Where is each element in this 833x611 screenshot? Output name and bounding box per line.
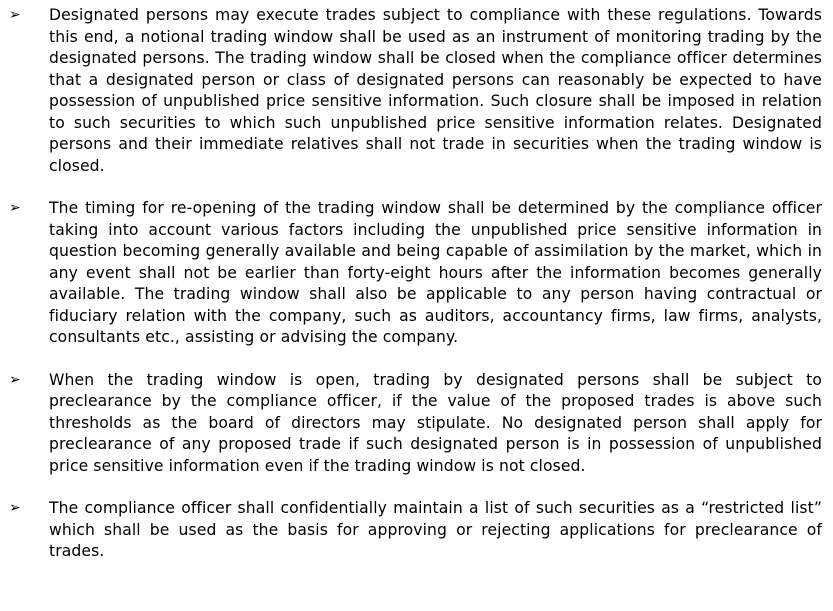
paragraph-text: The compliance officer shall confidentially maintain a list of such securities as a “restricted list” which shall be used as the basis for approving or rejecting applications for preclearance of trades.: [49, 499, 822, 560]
paragraph-text: Designated persons may execute trades subject to compliance with these regulations. Towards this end, a notional trading window shall be used as an instrument of monitoring trading by the designated persons. The trading window shall be closed when the compliance officer determines that a designated person or class of designated persons can reasonably be expected to have possession of unpublished price sensitive information. Such closure shall be imposed in relation to such securities to which such unpublished price sensitive information relates. Designated persons and their immediate relatives shall not trade in securities when the trading window is closed.: [49, 6, 822, 175]
arrow-bullet-icon: ➢: [9, 371, 21, 388]
paragraph-text: When the trading window is open, trading by designated persons shall be subject to preclearance by the compliance officer, if the value of the proposed trades is above such thresholds as the board of directors may stipulate. No designated person shall apply for preclearance of any proposed trade if such designated person is in possession of unpublished price sensitive information even if the trading window is not closed.: [49, 370, 822, 475]
list-item: [0, 5, 833, 177]
paragraph-text: The timing for re-opening of the trading window shall be determined by the compliance officer taking into account various factors including the unpublished price sensitive information in question becoming generally available and being capable of assimilation by the market, which in any event shall not be earlier than forty-eight hours after the information becomes generally available. The trading window shall also be applicable to any person having contractual or fiduciary relation with the company, such as auditors, accountancy firms, law firms, analysts, consultants etc., assisting or advising the company.: [49, 199, 822, 346]
list-item: [0, 498, 833, 563]
arrow-bullet-icon: ➢: [9, 200, 21, 216]
list-item: [0, 370, 833, 478]
list-item: [0, 198, 833, 349]
arrow-bullet-icon: ➢: [9, 500, 21, 516]
arrow-bullet-icon: ➢: [9, 7, 21, 23]
document-body: [0, 5, 833, 584]
